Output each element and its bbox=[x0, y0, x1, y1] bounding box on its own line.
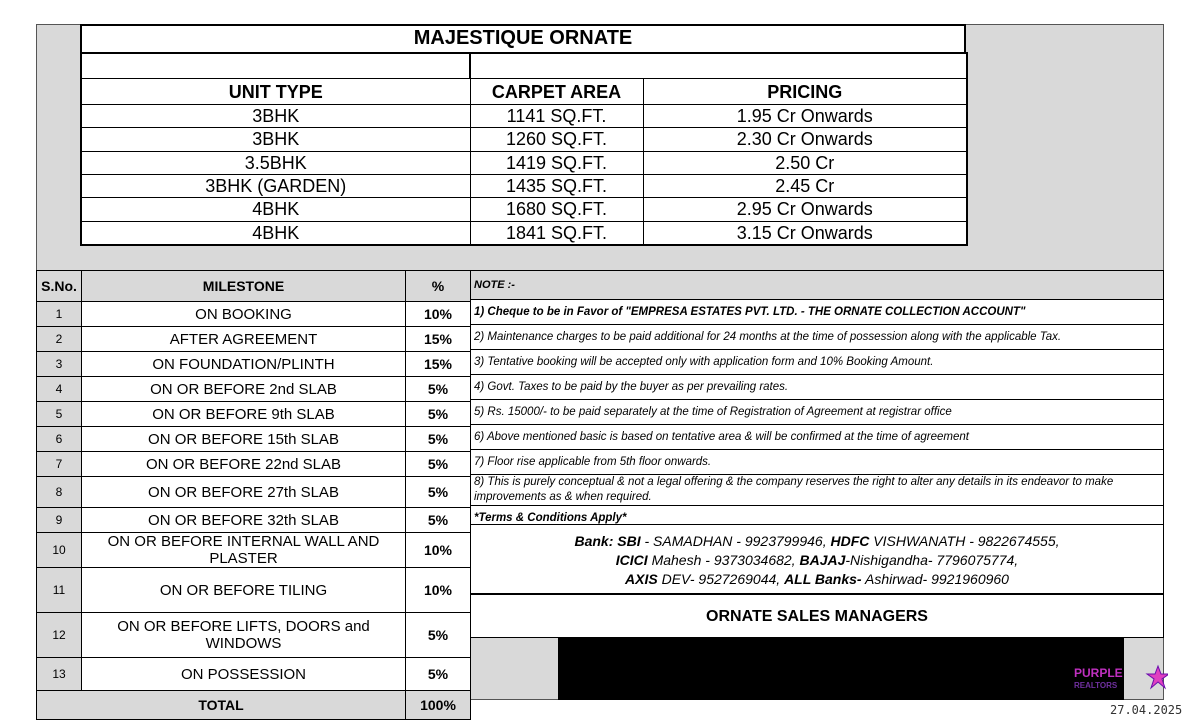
percent-cell: 5% bbox=[406, 402, 471, 427]
pricing-row bbox=[81, 104, 967, 127]
bank-contacts: Bank: SBI - SAMADHAN - 9923799946, HDFC VISHWANATH - 9822674555, ICICI Mahesh - 9373034682, BAJAJ-Nishigandha- 7796075774, AXIS DEV- 9527269044, ALL Banks- Ashirwad- 9921960960 bbox=[470, 524, 1164, 594]
percent-cell: 15% bbox=[406, 352, 471, 377]
milestone-cell: ON OR BEFORE TILING bbox=[82, 568, 406, 613]
percent-cell: 5% bbox=[406, 427, 471, 452]
col-sno: S.No. bbox=[37, 271, 82, 302]
notes-header: NOTE :- bbox=[471, 271, 1164, 300]
col-pricing: PRICING bbox=[643, 79, 967, 104]
note-text: 6) Above mentioned basic is based on tentative area & will be confirmed at the time of agreement bbox=[471, 425, 1164, 450]
col-milestone: MILESTONE bbox=[82, 271, 406, 302]
milestone-cell: ON OR BEFORE LIFTS, DOORS and WINDOWS bbox=[82, 613, 406, 658]
note-text: 2) Maintenance charges to be paid additional for 24 months at the time of possession along with the applicable Tax. bbox=[471, 325, 1164, 350]
sales-managers-heading: ORNATE SALES MANAGERS bbox=[470, 594, 1164, 638]
milestone-cell: ON OR BEFORE INTERNAL WALL AND PLASTER bbox=[82, 533, 406, 568]
milestone-row bbox=[37, 377, 471, 402]
percent-cell: 5% bbox=[406, 658, 471, 691]
milestone-cell: ON FOUNDATION/PLINTH bbox=[82, 352, 406, 377]
purple-realtors-logo bbox=[1072, 664, 1168, 694]
percent-cell: 5% bbox=[406, 477, 471, 508]
milestone-row bbox=[37, 508, 471, 533]
price-cell: 1.95 Cr Onwards bbox=[643, 104, 967, 127]
note-text: 8) This is purely conceptual & not a legal offering & the company reserves the right to alter any details in its endeavor to make improvements as & when required. bbox=[471, 475, 1164, 506]
percent-cell: 15% bbox=[406, 327, 471, 352]
price-cell: 2.95 Cr Onwards bbox=[643, 198, 967, 221]
sno-cell: 9 bbox=[37, 508, 82, 533]
price-cell: 2.50 Cr bbox=[643, 151, 967, 174]
note-row bbox=[471, 450, 1164, 475]
percent-cell: 10% bbox=[406, 302, 471, 327]
carpet-area-cell: 1141 SQ.FT. bbox=[470, 104, 643, 127]
sno-cell: 7 bbox=[37, 452, 82, 477]
carpet-area-cell: 1680 SQ.FT. bbox=[470, 198, 643, 221]
pricing-row bbox=[81, 151, 967, 174]
carpet-area-cell: 1260 SQ.FT. bbox=[470, 128, 643, 151]
milestone-cell: ON OR BEFORE 32th SLAB bbox=[82, 508, 406, 533]
total-value: 100% bbox=[406, 691, 471, 720]
milestone-row bbox=[37, 327, 471, 352]
note-text: 5) Rs. 15000/- to be paid separately at the time of Registration of Agreement at registrar office bbox=[471, 400, 1164, 425]
sno-cell: 6 bbox=[37, 427, 82, 452]
note-text: *Terms & Conditions Apply* bbox=[471, 506, 1164, 531]
unit-type-cell: 4BHK bbox=[81, 198, 470, 221]
sno-cell: 12 bbox=[37, 613, 82, 658]
percent-cell: 5% bbox=[406, 377, 471, 402]
sno-cell: 4 bbox=[37, 377, 82, 402]
milestone-row bbox=[37, 302, 471, 327]
note-row bbox=[471, 425, 1164, 450]
sno-cell: 10 bbox=[37, 533, 82, 568]
carpet-area-cell: 1435 SQ.FT. bbox=[470, 174, 643, 197]
percent-cell: 5% bbox=[406, 452, 471, 477]
carpet-area-cell: 1841 SQ.FT. bbox=[470, 221, 643, 245]
col-carpet-area: CARPET AREA bbox=[470, 79, 643, 104]
note-text: 1) Cheque to be in Favor of "EMPRESA ESTATES PVT. LTD. - THE ORNATE COLLECTION ACCOUNT" bbox=[471, 300, 1164, 325]
milestone-row bbox=[37, 352, 471, 377]
percent-cell: 10% bbox=[406, 533, 471, 568]
note-text: 3) Tentative booking will be accepted only with application form and 10% Booking Amount. bbox=[471, 350, 1164, 375]
svg-text:PURPLE: PURPLE bbox=[1074, 666, 1123, 680]
percent-cell: 5% bbox=[406, 508, 471, 533]
percent-cell: 5% bbox=[406, 613, 471, 658]
note-row bbox=[471, 325, 1164, 350]
pricing-row bbox=[81, 174, 967, 197]
svg-text:REALTORS: REALTORS bbox=[1074, 681, 1118, 690]
note-row bbox=[471, 475, 1164, 506]
date-stamp: 27.04.2025 bbox=[1110, 703, 1183, 717]
milestone-row bbox=[37, 613, 471, 658]
milestone-cell: ON OR BEFORE 15th SLAB bbox=[82, 427, 406, 452]
sno-cell: 13 bbox=[37, 658, 82, 691]
milestone-cell: ON OR BEFORE 2nd SLAB bbox=[82, 377, 406, 402]
unit-type-cell: 3BHK (GARDEN) bbox=[81, 174, 470, 197]
sno-cell: 5 bbox=[37, 402, 82, 427]
note-text: 7) Floor rise applicable from 5th floor onwards. bbox=[471, 450, 1164, 475]
unit-type-cell: 3.5BHK bbox=[81, 151, 470, 174]
unit-type-cell: 3BHK bbox=[81, 128, 470, 151]
col-unit-type: UNIT TYPE bbox=[81, 79, 470, 104]
pricing-row bbox=[81, 198, 967, 221]
milestone-cell: ON OR BEFORE 27th SLAB bbox=[82, 477, 406, 508]
pricing-header-row bbox=[81, 79, 967, 104]
milestone-row bbox=[37, 533, 471, 568]
total-row bbox=[37, 691, 471, 720]
pricing-row bbox=[81, 221, 967, 245]
carpet-area-cell: 1419 SQ.FT. bbox=[470, 151, 643, 174]
notes-table bbox=[470, 270, 1164, 531]
price-cell: 2.45 Cr bbox=[643, 174, 967, 197]
note-text: 4) Govt. Taxes to be paid by the buyer as per prevailing rates. bbox=[471, 375, 1164, 400]
sno-cell: 2 bbox=[37, 327, 82, 352]
price-cell: 2.30 Cr Onwards bbox=[643, 128, 967, 151]
unit-type-cell: 4BHK bbox=[81, 221, 470, 245]
sno-cell: 1 bbox=[37, 302, 82, 327]
note-row bbox=[471, 375, 1164, 400]
milestone-row bbox=[37, 452, 471, 477]
redacted-block bbox=[558, 638, 1124, 700]
unit-type-cell: 3BHK bbox=[81, 104, 470, 127]
price-cell: 3.15 Cr Onwards bbox=[643, 221, 967, 245]
milestone-row bbox=[37, 568, 471, 613]
sno-cell: 8 bbox=[37, 477, 82, 508]
milestone-row bbox=[37, 427, 471, 452]
project-title: MAJESTIQUE ORNATE bbox=[80, 24, 966, 54]
milestone-row bbox=[37, 658, 471, 691]
note-row bbox=[471, 400, 1164, 425]
milestone-cell: ON BOOKING bbox=[82, 302, 406, 327]
percent-cell: 10% bbox=[406, 568, 471, 613]
milestone-header-row bbox=[37, 271, 471, 302]
sno-cell: 3 bbox=[37, 352, 82, 377]
milestone-row bbox=[37, 477, 471, 508]
note-row bbox=[471, 350, 1164, 375]
milestone-table bbox=[36, 270, 471, 720]
milestone-cell: ON OR BEFORE 9th SLAB bbox=[82, 402, 406, 427]
milestone-cell: ON POSSESSION bbox=[82, 658, 406, 691]
pricing-table bbox=[80, 52, 968, 246]
pricing-row bbox=[81, 128, 967, 151]
col-percent: % bbox=[406, 271, 471, 302]
sno-cell: 11 bbox=[37, 568, 82, 613]
milestone-cell: AFTER AGREEMENT bbox=[82, 327, 406, 352]
note-row bbox=[471, 300, 1164, 325]
milestone-row bbox=[37, 402, 471, 427]
milestone-cell: ON OR BEFORE 22nd SLAB bbox=[82, 452, 406, 477]
total-label: TOTAL bbox=[37, 691, 406, 720]
